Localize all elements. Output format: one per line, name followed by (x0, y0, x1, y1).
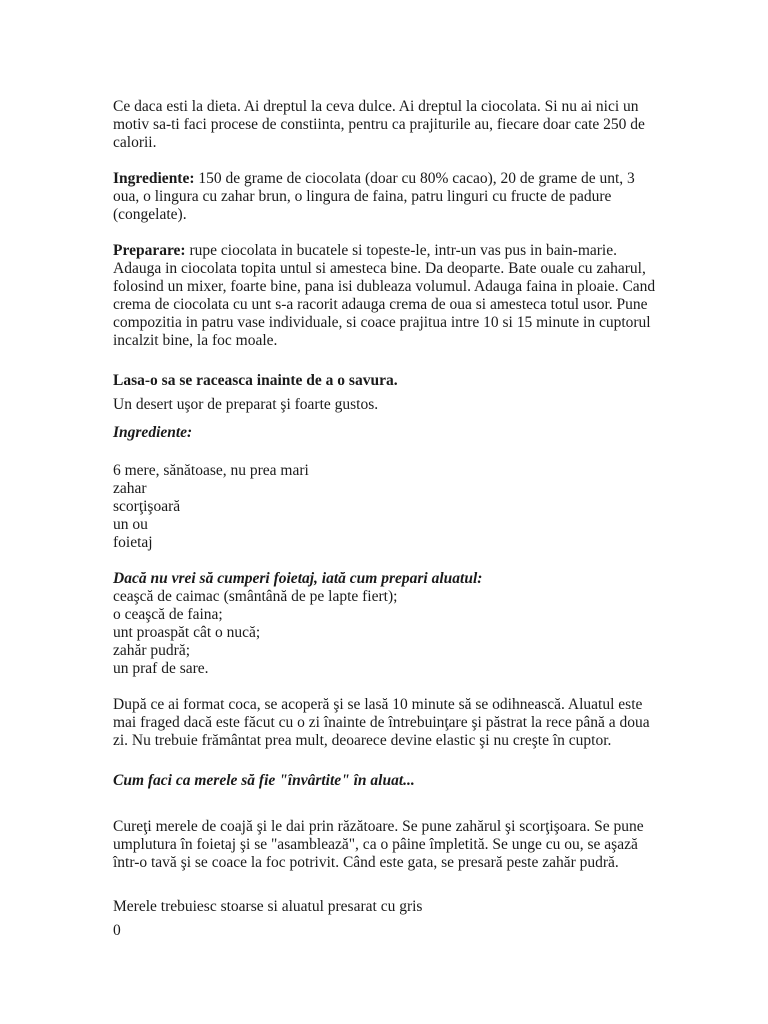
ingredients-list (113, 462, 658, 552)
ingredients-paragraph (113, 170, 658, 224)
document-body (113, 98, 658, 940)
list-item: 6 mere, sănătoase, nu prea mari (113, 462, 309, 479)
preparation-text: rupe ciocolata in bucatele si topeste-le, intr-un vas pus in bain-marie. Adauga in ciocolata topita untul si amesteca bine. Da deoparte. Bate ouale cu zaharul, folosind un mixer, foarte bine, pana isi dubleaza volumul. Adauga faina in ploaie. Cand crema de ciocolata cu unt s-a racorit adauga crema de oua si amesteca totul usor. Pune compozitia in patru vase individuale, si coace prajitua intre 10 si 15 minute in cuptorul incalzit bine, la foc moale. (113, 242, 656, 349)
ingredients-text: 150 de grame de ciocolata (doar cu 80% cacao), 20 de grame de unt, 3 oua, o lingura cu zahar brun, o lingura de faina, patru linguri cu fructe de padure (congelate). (113, 170, 635, 223)
intro-paragraph: Ce daca esti la dieta. Ai dreptul la ceva dulce. Ai dreptul la ciocolata. Si nu ai nici un motiv sa-ti faci procese de constiinta, pentru ca prajiturile au, fiecare doar cate 250 de calorii. (113, 98, 645, 151)
preparation-paragraph (113, 242, 658, 350)
list-item: ceaşcă de caimac (smântână de pe lapte fiert); (113, 588, 398, 605)
list-item: foietaj (113, 534, 153, 551)
preparation-label: Preparare: (113, 242, 186, 259)
dough-paragraph: După ce ai format coca, se acoperă şi se lasă 10 minute să se odihnească. Aluatul este mai fraged dacă este făcut cu o zi înainte de întrebuinţare şi păstrat la rece până a doua zi. Nu trebuie frământat prea mult, deoarece devine elastic şi nu creşte în cuptor. (113, 696, 650, 749)
dessert-intro: Un desert uşor de preparat şi foarte gustos. (113, 396, 379, 413)
apples-note: Merele trebuiesc stoarse si aluatul presarat cu gris (113, 898, 423, 915)
assembly-paragraph: Cureţi merele de coajă şi le dai prin răzătoare. Se pune zahărul şi scorţişoara. Se pune umplutura în foietaj şi se "asamblează", ca o pâine împletită. Se unge cu ou, se aşază într-o tavă şi se coace la foc potrivit. Când este gata, se presară peste zahăr pudră. (113, 818, 644, 871)
dough-ingredients-list (113, 588, 658, 678)
list-item: unt proaspăt cât o nucă; (113, 624, 261, 641)
apples-heading: Cum faci ca merele să fie "învârtite" în aluat... (113, 772, 415, 789)
dough-heading: Dacă nu vrei să cumperi foietaj, iată cum prepari aluatul: (113, 570, 483, 587)
list-item: zahăr pudră; (113, 642, 191, 659)
ingredients-heading: Ingrediente: (113, 424, 193, 441)
list-item: scorţişoară (113, 498, 181, 515)
cool-down-note: Lasa-o sa se raceasca inainte de a o savura. (113, 372, 398, 389)
ingredients-label: Ingrediente: (113, 170, 195, 187)
list-item: o ceaşcă de faina; (113, 606, 223, 623)
zero-value: 0 (113, 922, 121, 939)
list-item: un ou (113, 516, 148, 533)
list-item: zahar (113, 480, 147, 497)
list-item: un praf de sare. (113, 660, 209, 677)
